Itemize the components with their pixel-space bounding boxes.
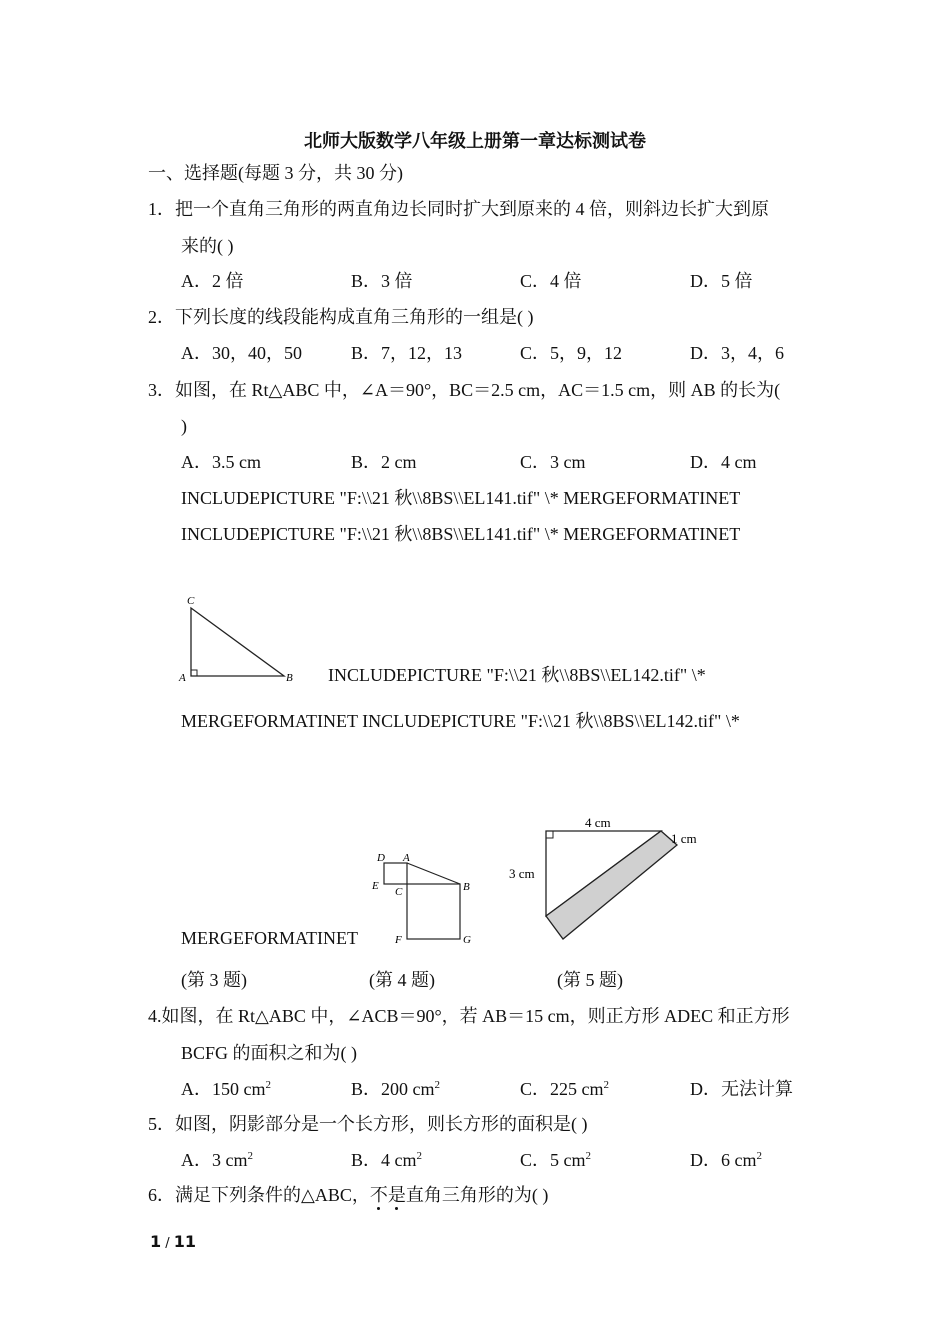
label-1cm: 1 cm (671, 831, 697, 846)
q5-option-d (690, 1151, 762, 1169)
label-g: G (463, 934, 471, 946)
label-c: C (395, 886, 403, 898)
question-6 (148, 1186, 548, 1204)
label-4cm: 4 cm (585, 815, 611, 830)
label-a: A (179, 672, 186, 684)
q4-option-a-sup: 2 (265, 1079, 271, 1091)
q1-option-d: D．5 倍 (690, 271, 753, 291)
q5-option-d-text: D．6 cm (690, 1150, 757, 1170)
q2-option-d: D．3，4，6 (690, 343, 784, 363)
question-5-number: 5． (148, 1114, 175, 1134)
question-1 (148, 200, 769, 218)
q4-option-b (351, 1080, 440, 1098)
q5-option-c-sup: 2 (585, 1150, 591, 1162)
q5-option-c (520, 1151, 591, 1169)
q1-option-a: A．2 倍 (181, 271, 244, 291)
question-2-number: 2． (148, 307, 175, 327)
field-code-1: INCLUDEPICTURE "F:\\21 秋\\8BS\\EL141.tif" \* MERGEFORMATINET (181, 488, 741, 508)
square-bcfg (407, 884, 460, 939)
label-b: B (463, 881, 470, 893)
question-3-text: 如图，在 Rt△ABC 中，∠A＝90°，BC＝2.5 cm，AC＝1.5 cm，则 AB 的长为( (175, 380, 781, 400)
label-c: C (187, 595, 195, 607)
q5-option-b-sup: 2 (416, 1150, 422, 1162)
q5-option-b-text: B．4 cm (351, 1150, 417, 1170)
question-2-text: 下列长度的线段能构成直角三角形的一组是( ) (175, 307, 534, 327)
q3-option-d: D．4 cm (690, 452, 757, 472)
question-2 (148, 308, 534, 326)
q3-option-a: A．3.5 cm (181, 452, 261, 472)
page-number: 1 / 11 (150, 1232, 197, 1251)
label-f: F (395, 934, 402, 946)
triangle-abc (191, 608, 284, 676)
q3-option-b: B．2 cm (351, 452, 417, 472)
q4-option-c-text: C．225 cm (520, 1079, 604, 1099)
question-4-number: 4. (148, 1006, 162, 1026)
question-5 (148, 1115, 588, 1133)
q5-option-d-sup: 2 (756, 1150, 762, 1162)
question-6-text-b: 不是 (369, 1185, 406, 1205)
segment-ab (407, 863, 460, 884)
page-total: 11 (173, 1232, 197, 1251)
emphasis-dot (395, 1207, 398, 1210)
section-heading: 一、选择题(每题 3 分，共 30 分) (148, 163, 403, 183)
q1-option-b: B．3 倍 (351, 271, 413, 291)
figure-5 (505, 810, 715, 945)
field-code-2: INCLUDEPICTURE "F:\\21 秋\\8BS\\EL141.tif" \* MERGEFORMATINET (181, 524, 741, 544)
label-b: B (286, 672, 293, 684)
field-code-5: MERGEFORMATINET (181, 928, 359, 948)
shaded-rectangle (546, 831, 677, 939)
field-code-4: MERGEFORMATINET INCLUDEPICTURE "F:\\21 秋\\8BS\\EL142.tif" \* (181, 711, 740, 731)
square-adec (384, 863, 407, 884)
q1-option-c: C．4 倍 (520, 271, 582, 291)
q4-option-a (181, 1080, 271, 1098)
question-3 (148, 381, 780, 399)
question-1-text: 把一个直角三角形的两直角边长同时扩大到原来的 4 倍，则斜边长扩大到原 (175, 199, 769, 219)
question-3-number: 3． (148, 380, 175, 400)
q2-option-a: A．30，40，50 (181, 343, 302, 363)
q3-option-c: C．3 cm (520, 452, 586, 472)
label-a: A (403, 852, 410, 864)
q5-option-b (351, 1151, 422, 1169)
q2-option-b: B．7，12，13 (351, 343, 463, 363)
q2-option-c: C．5，9，12 (520, 343, 623, 363)
question-6-emphasis (370, 1185, 406, 1205)
q5-option-c-text: C．5 cm (520, 1150, 586, 1170)
q4-option-a-text: A．150 cm (181, 1079, 266, 1099)
field-code-3: INCLUDEPICTURE "F:\\21 秋\\8BS\\EL142.tif" \* (328, 665, 706, 685)
page-current: 1 (150, 1232, 162, 1251)
label-d: D (377, 852, 385, 864)
question-1-text-cont: 来的( ) (181, 236, 234, 256)
question-4-text: 如图，在 Rt△ABC 中，∠ACB＝90°，若 AB＝15 cm，则正方形 ADEC 和正方形 (161, 1006, 790, 1026)
q4-option-c (520, 1080, 609, 1098)
q5-option-a-text: A．3 cm (181, 1150, 248, 1170)
q5-option-a-sup: 2 (247, 1150, 253, 1162)
q5-option-a (181, 1151, 253, 1169)
right-angle-mark (546, 831, 553, 838)
question-4-text-cont: BCFG 的面积之和为( ) (181, 1043, 358, 1063)
label-e: E (372, 880, 379, 892)
figure-4 (368, 848, 478, 948)
q4-option-b-sup: 2 (434, 1079, 440, 1091)
q4-option-c-sup: 2 (603, 1079, 609, 1091)
q4-option-b-text: B．200 cm (351, 1079, 435, 1099)
emphasis-dot (377, 1207, 380, 1210)
question-1-number: 1． (148, 199, 175, 219)
question-6-text-c: 直角三角形的为( ) (405, 1185, 549, 1205)
question-4 (148, 1007, 790, 1025)
question-5-text: 如图，阴影部分是一个长方形，则长方形的面积是( ) (175, 1114, 588, 1134)
caption-figure-5: (第 5 题) (557, 970, 623, 990)
label-3cm: 3 cm (509, 866, 535, 881)
q4-option-d: D．无法计算 (690, 1079, 793, 1099)
caption-figure-3: (第 3 题) (181, 970, 247, 990)
caption-figure-4: (第 4 题) (369, 970, 435, 990)
question-3-text-cont: ) (181, 416, 187, 436)
question-6-text-a: 满足下列条件的△ABC， (175, 1185, 370, 1205)
page-title: 北师大版数学八年级上册第一章达标测试卷 (304, 131, 646, 152)
question-6-number: 6． (148, 1185, 175, 1205)
figure-3 (176, 592, 296, 687)
right-angle-mark (191, 670, 197, 676)
